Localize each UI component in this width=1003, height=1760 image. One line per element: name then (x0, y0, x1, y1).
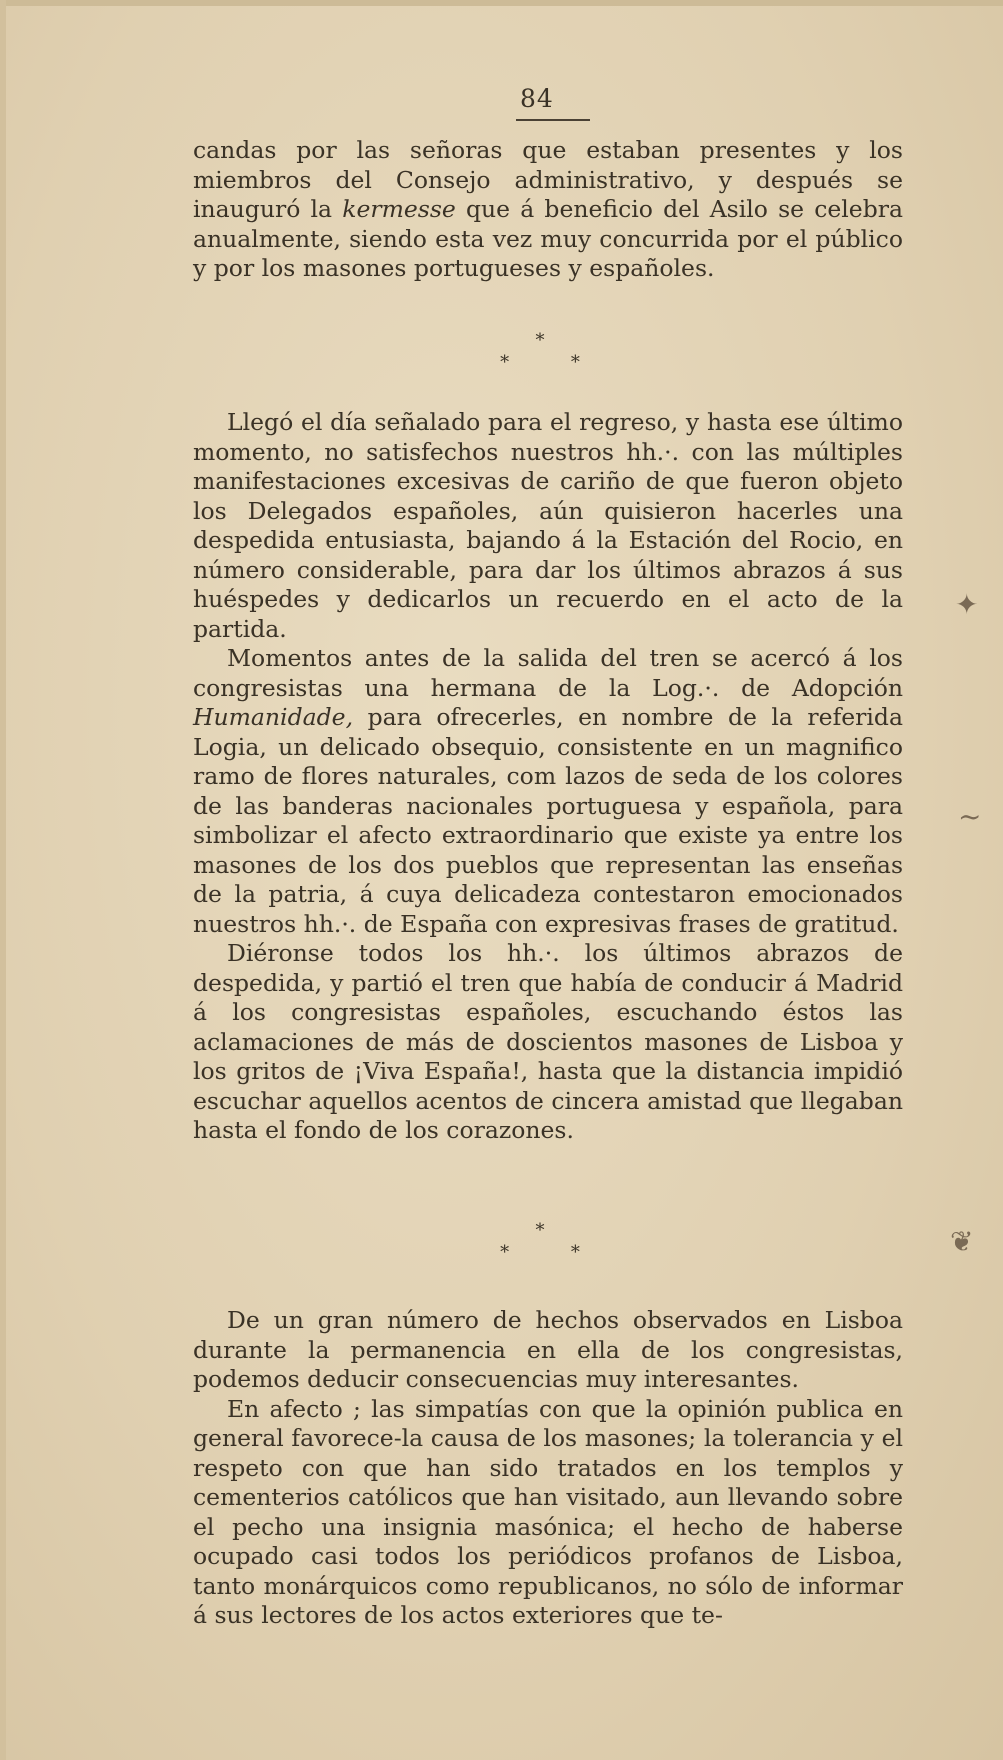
paragraph-text: que á beneficio del Asilo se celebra anualmente, siendo esta vez muy concurrida por el público y por los masones portugueses y españoles. (193, 195, 903, 282)
margin-stain-mark: ~ (958, 800, 982, 833)
page-edge-top (0, 0, 1003, 6)
paragraph-departure: Llegó el día señalado para el regreso, y hasta ese último momento, no satisfechos nuestros hh.·. con las múltiples manifestaciones excesivas de cariño de que fueron objeto los Delegados españoles, aún quisieron hacerles una despedida entusiasta, bajando á la Estación del Rocio, en número considerable, para dar los últimos abrazos á sus huéspedes y dedicarlos un recuerdo en el acto de la partida. (193, 408, 903, 643)
paragraph-text: candas por las señoras que estaban presentes y los miembros del Consejo administrativo, y después se inauguró la (193, 136, 903, 223)
page-number: 84 (520, 84, 554, 113)
paragraph-observations: De un gran número de hechos observados en Lisboa durante la permanencia en ella de los congresistas, podemos deducir consecuencias muy interesantes. (193, 1306, 903, 1393)
section-separator-1 (460, 330, 620, 374)
separator-star-top: * (535, 330, 545, 351)
paragraph-sympathies: En afecto ; las simpatías con que la opinión publica en general favorece-la causa de los masones; la tolerancia y el respeto con que han sido tratados en los templos y cementerios católicos que han visitado, aun llevando sobre el pecho una insignia masónica; el hecho de haberse ocupado casi todos los periódicos profanos de Lisboa, tanto monárquicos como republicanos, no sólo de informar á sus lectores de los actos exteriores que te- (193, 1394, 903, 1629)
section-separator-2 (460, 1220, 620, 1264)
margin-stain-mark: ✦ (955, 588, 979, 621)
italic-term: kermesse (342, 195, 456, 223)
page-edge-left (0, 0, 6, 1760)
paragraph-block-3 (193, 1306, 903, 1631)
paragraph-block-1 (193, 136, 903, 284)
paragraph-text: para ofrecerles, en nombre de la referida Logia, un delicado obsequio, consistente en un magnifico ramo de flores naturales, com lazos de seda de los colores de las banderas nacionales portuguesa y española, para simbolizar el afecto extraordinario que existe ya entre los masones de los dos pueblos que representan las enseñas de la patria, á cuya delicadeza contestaron emocionados nuestros hh.·. de España con expresivas frases de gratitud. (193, 703, 903, 938)
separator-stars-bottom: * * (500, 352, 608, 373)
separator-stars-bottom: * * (500, 1242, 608, 1263)
paragraph-block-2 (193, 408, 903, 1146)
paragraph-text: Momentos antes de la salida del tren se acercó á los congresistas una hermana de la Log.·. de Adopción (193, 644, 903, 702)
separator-star-top: * (535, 1220, 545, 1241)
paragraph-farewell: Diéronse todos los hh.·. los últimos abrazos de despedida, y partió el tren que había de conducir á Madrid á los congresistas españoles, escuchando éstos las aclamaciones de más de doscientos masones de Lisboa y los gritos de ¡Viva España!, hasta que la distancia impidió escuchar aquellos acentos de cincera amistad que llegaban hasta el fondo de los corazones. (193, 939, 903, 1144)
page-number-rule (516, 119, 590, 121)
margin-stain-mark: ❦ (950, 1225, 974, 1258)
italic-lodge-name: Humanidade, (193, 703, 354, 731)
